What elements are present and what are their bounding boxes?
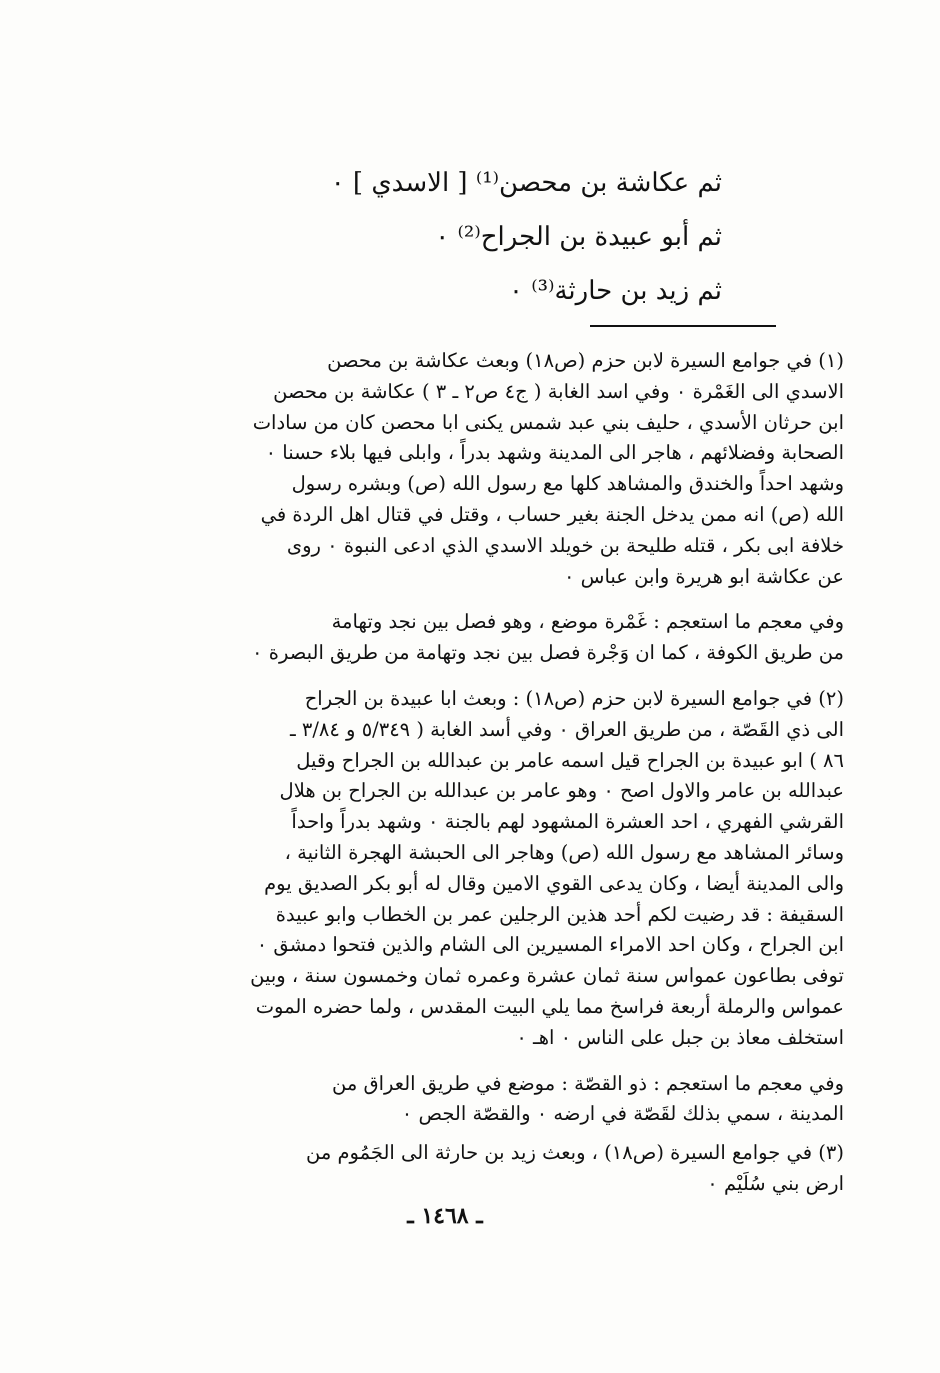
footnote-line: القرشي الفهري ، احد العشرة المشهود لهم بالجنة ٠ وشهد بدراً واحداً	[291, 810, 844, 834]
footnote-line: المدينة ، سمي بذلك لقَصّة في ارضه ٠ والقصّة الجص ٠	[401, 1102, 844, 1126]
footnote-line: والى المدينة أيضا ، وكان يدعى القوي الامين وقال له أبو بكر الصديق يوم	[264, 871, 844, 895]
footnote-line: وشهد احداً والخندق والمشاهد كلها مع رسول الله (ص) وبشره رسول	[291, 472, 844, 496]
footnote-line: وسائر المشاهد مع رسول الله (ص) وهاجر الى الحبشة الهجرة الثانية ،	[284, 840, 844, 864]
footnote-line: عمواس والرملة أربعة فراسخ مما يلي البيت المقدس ، ولما حضره الموت	[255, 994, 844, 1018]
footnote-1-continuation	[108, 607, 844, 669]
footnote-line: الاسدي الى الغَمْرة ٠ وفي اسد الغابة ( ج٤ ص٢ ـ ٣ ) عكاشة بن محصن	[273, 379, 844, 403]
footnote-line: وفي معجم ما استعجم : ذو القصّة : موضع في طريق العراق من	[332, 1071, 844, 1095]
main-text	[202, 156, 722, 318]
page-number: ـ ١٤٦٨ ـ	[407, 1203, 483, 1229]
footnote-line: ارض بني سُلَيْم ٠	[707, 1171, 844, 1195]
footnote-line: الله (ص) انه ممن يدخل الجنة بغير حساب ، وقتل في قتال اهل الردة في	[260, 502, 844, 526]
footnotes	[108, 346, 844, 1200]
footnote-2	[108, 684, 844, 1054]
footnote-separator	[590, 325, 776, 327]
footnote-line: خلافة ابى بكر ، قتله طليحة بن خويلد الاسدي الذي ادعى النبوة ٠ روى	[286, 533, 844, 557]
footnote-line: استخلف معاذ بن جبل على الناس ٠ اهـ ٠	[516, 1025, 844, 1049]
footnote-line: (٣) في جوامع السيرة (ص١٨) ، وبعث زيد بن حارثة الى الجَمُوم من	[305, 1141, 844, 1165]
footnote-line: ابن حرثان الأسدي ، حليف بني عبد شمس يكنى ابا محصن كان من سادات	[252, 410, 844, 434]
footnote-1	[108, 346, 844, 592]
footnote-line: السقيفة : قد رضيت لكم أحد هذين الرجلين عمر بن الخطاب وابو عبيدة	[275, 902, 844, 926]
main-line-3: ثم زيد بن حارثة⁽³⁾ ٠	[509, 276, 722, 306]
footnote-line: توفى بطاعون عمواس سنة ثمان عشرة وعمره ثمان وخمسون سنة ، وبين	[250, 964, 844, 988]
footnote-line: الى ذي القَصّة ، من طريق العراق ٠ وفي أسد الغابة ( ٥/٣٤٩ و ٣/٨٤ ـ	[289, 717, 844, 741]
footnote-line: وفي معجم ما استعجم : غَمْرة موضع ، وهو فصل بين نجد وتهامة	[331, 610, 844, 634]
footnote-line: (٢) في جوامع السيرة لابن حزم (ص١٨) : وبعث ابا عبيدة بن الجراح	[304, 686, 844, 710]
footnote-line: من طريق الكوفة ، كما ان وَجْرة فصل بين نجد وتهامة من طريق البصرة ٠	[252, 641, 844, 665]
main-line-2: ثم أبو عبيدة بن الجراح⁽²⁾ ٠	[435, 222, 722, 252]
footnote-2-continuation	[108, 1069, 844, 1131]
footnote-line: ابن الجراح ، وكان احد الامراء المسيرين الى الشام والذين فتحوا دمشق ٠	[256, 933, 844, 957]
main-line-1: ثم عكاشة بن محصن⁽¹⁾ [ الاسدي ] ٠	[330, 168, 722, 198]
footnote-line: عن عكاشة ابو هريرة وابن عباس ٠	[563, 564, 844, 588]
footnote-line: ٨٦ ) ابو عبيدة بن الجراح قيل اسمه عامر بن عبدالله بن الجراح وقيل	[296, 748, 844, 772]
footnote-line: (١) في جوامع السيرة لابن حزم (ص١٨) وبعث عكاشة بن محصن	[327, 349, 844, 372]
footnote-line: الصحابة وفضلائهم ، هاجر الى المدينة وشهد بدراً ، وابلى فيها بلاء حسنا ٠	[265, 441, 844, 465]
footnote-3	[108, 1138, 844, 1200]
footnote-line: عبدالله بن عامر والاول اصح ٠ وهو عامر بن عبدالله بن الجراح بن هلال	[279, 779, 844, 803]
